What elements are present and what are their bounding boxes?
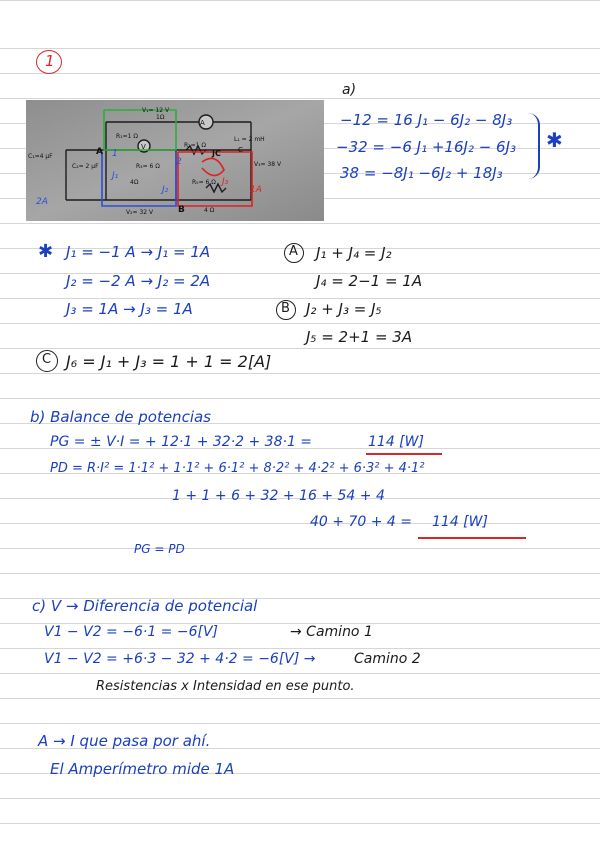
label-node-b: B (178, 205, 185, 215)
j2-result: J₂ = −2 A → J₂ = 2A (66, 272, 211, 290)
label-r5: R₅= 6 Ω (192, 179, 216, 186)
label-r4: 4Ω (130, 179, 139, 186)
part-a-label: a) (342, 82, 357, 98)
path-2-label: Camino 2 (354, 651, 421, 667)
path-1-label: → Camino 1 (290, 624, 373, 640)
label-node-a: A (96, 147, 103, 157)
circuit-diagram (26, 100, 324, 221)
part-b-title: b) Balance de potencias (30, 408, 211, 426)
node-c-equation: J₆ = J₁ + J₃ = 1 + 1 = 2[A] (66, 352, 272, 371)
label-c2: C₂= 2 μF (72, 163, 99, 170)
ammeter-reading: El Amperímetro mide 1A (50, 760, 235, 778)
pg-total: 114 [W] (368, 434, 424, 450)
label-j3: J₃ (222, 177, 229, 187)
pd-sum: 40 + 70 + 4 = (310, 514, 412, 530)
resistance-note: Resistencias x Intensidad en ese punto. (96, 679, 355, 694)
label-node-c: C (238, 146, 243, 154)
label-l1: L₁ = 2 mH (234, 136, 265, 143)
j1-result: J₁ = −1 A → J₁ = 1A (66, 243, 211, 261)
label-v3: V₃= 38 V (254, 161, 282, 168)
power-equality: PG = PD (134, 542, 185, 556)
a-meaning: A → I que pasa por ahí. (38, 732, 211, 750)
label-ammeter: A (200, 119, 205, 127)
node-c-label: C (42, 352, 52, 367)
pg-total-underline (366, 453, 442, 455)
equation-3: 38 = −8J₁ −6J₂ + 18J₃ (340, 164, 503, 182)
problem-number: 1 (45, 52, 55, 70)
node-b-result: J₅ = 2+1 = 3A (306, 328, 413, 346)
node-b-label: B (281, 301, 290, 316)
equation-1: −12 = 16 J₁ − 6J₂ − 8J₃ (340, 111, 513, 129)
star-mark: ✱ (546, 128, 563, 152)
label-j1: J₁ (112, 171, 119, 181)
pg-equation: PG = ± V·I = + 12·1 + 32·2 + 38·1 = (50, 434, 313, 450)
pd-total: 114 [W] (432, 514, 488, 530)
label-j2: J₂ (162, 185, 169, 195)
label-v1: V₁= 12 V (142, 107, 170, 114)
path-1-equation: V1 − V2 = −6·1 = −6[V] (44, 624, 218, 640)
label-r1: R₁=1 Ω (116, 133, 138, 140)
circuit-photo (26, 100, 324, 221)
part-c-title: c) V → Diferencia de potencial (32, 597, 258, 615)
node-a-result: J₄ = 2−1 = 1A (316, 272, 423, 290)
pd-equation: PD = R·I² = 1·1² + 1·1² + 6·1² + 8·2² + 4·2² + 6·3² + 4·1² (50, 461, 425, 476)
label-r3: R₃= 6 Ω (136, 163, 160, 170)
label-two: 2 (176, 157, 182, 167)
path-2-equation: V1 − V2 = +6·3 − 32 + 4·2 = −6[V] → (44, 651, 316, 667)
label-2a: 2A (36, 197, 48, 207)
label-1a: 1A (250, 185, 262, 195)
equation-2: −32 = −6 J₁ +16J₂ − 6J₃ (336, 138, 517, 156)
label-r6: 4 Ω (204, 207, 215, 214)
node-a-equation: J₁ + J₄ = J₂ (316, 244, 392, 262)
label-jc: JC (212, 149, 221, 158)
pd-total-underline (418, 537, 526, 539)
label-r-top: 1Ω (156, 114, 165, 121)
j3-result: J₃ = 1A → J₃ = 1A (66, 300, 193, 318)
label-r2: R₂=1 Ω (184, 142, 206, 149)
results-star: ✱ (38, 241, 54, 262)
equations-brace (524, 113, 540, 179)
label-c1: C₁=4 μF (28, 153, 53, 160)
label-one: 1 (112, 149, 118, 159)
pd-terms: 1 + 1 + 6 + 32 + 16 + 54 + 4 (172, 488, 385, 504)
label-v2: V₂= 32 V (126, 209, 154, 216)
node-a-label: A (289, 244, 298, 259)
node-b-equation: J₂ + J₃ = J₅ (306, 300, 382, 318)
label-voltmeter: V (141, 143, 146, 151)
